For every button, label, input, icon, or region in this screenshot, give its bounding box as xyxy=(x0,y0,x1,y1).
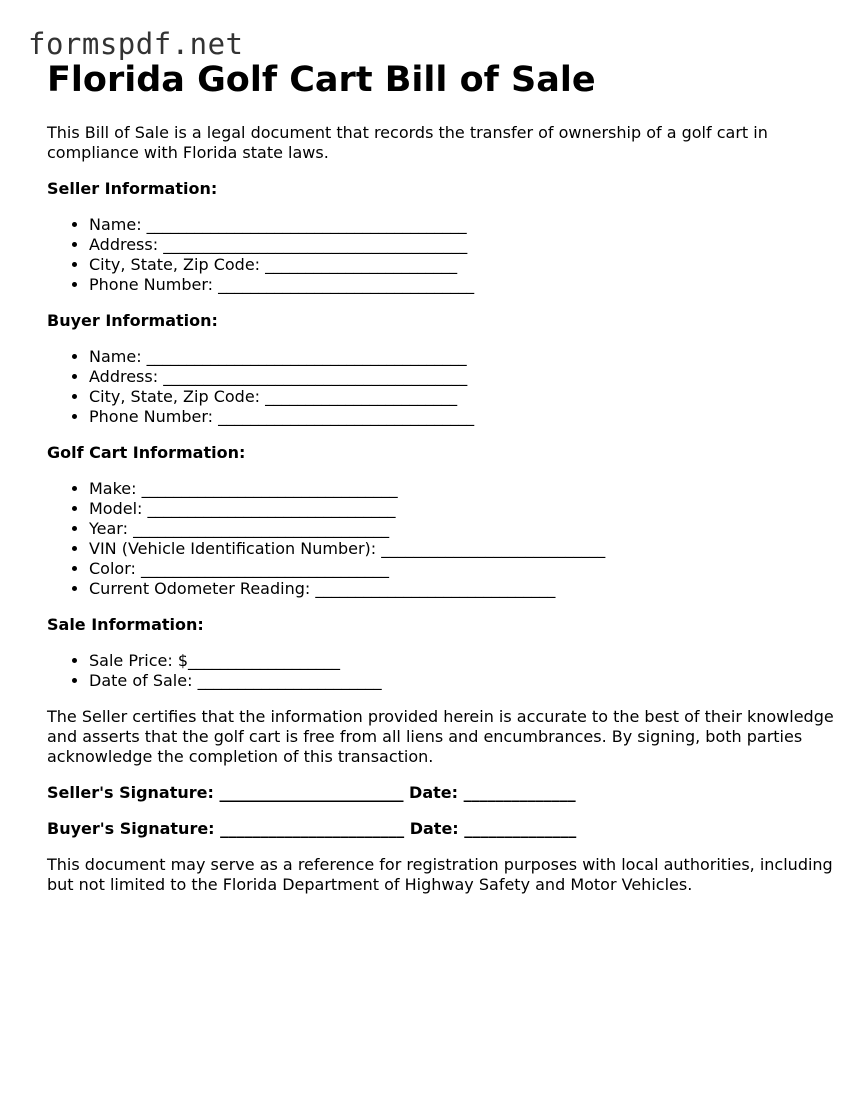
golf-cart-info-heading: Golf Cart Information: xyxy=(47,443,246,462)
cart-color-field: • Color: _______________________________ xyxy=(89,559,837,579)
seller-signature-line: Seller's Signature: _______________________ Date: ______________ xyxy=(47,783,576,802)
buyer-address-field: • Address: ______________________________________ xyxy=(89,367,837,387)
certification-paragraph: The Seller certifies that the information provided herein is accurate to the best of their knowledge and asserts that the golf cart is free from all liens and encumbrances. By signing, both parties acknowledge the completion of this transaction. xyxy=(47,707,834,766)
cart-make-field: • Make: ________________________________ xyxy=(89,479,837,499)
buyer-city-state-zip-field: • City, State, Zip Code: ________________________ xyxy=(89,387,837,407)
buyer-info-heading: Buyer Information: xyxy=(47,311,218,330)
sale-price-field: • Sale Price: $___________________ xyxy=(89,651,837,671)
seller-info-heading: Seller Information: xyxy=(47,179,218,198)
document-page xyxy=(47,58,837,895)
sale-info-heading: Sale Information: xyxy=(47,615,204,634)
cart-odometer-field: • Current Odometer Reading: ______________________________ xyxy=(89,579,837,599)
buyer-info-list xyxy=(47,347,837,427)
seller-phone-field: • Phone Number: ________________________________ xyxy=(89,275,837,295)
buyer-phone-field: • Phone Number: ________________________________ xyxy=(89,407,837,427)
document-title: Florida Golf Cart Bill of Sale xyxy=(47,60,596,100)
watermark: formspdf.net xyxy=(28,27,244,61)
golf-cart-info-list xyxy=(47,479,837,599)
cart-vin-field: • VIN (Vehicle Identification Number): ____________________________ xyxy=(89,539,837,559)
intro-paragraph: This Bill of Sale is a legal document that records the transfer of ownership of a golf cart in compliance with Florida state laws. xyxy=(47,123,768,162)
sale-date-field: • Date of Sale: _______________________ xyxy=(89,671,837,691)
registration-note: This document may serve as a reference for registration purposes with local authorities, including but not limited to the Florida Department of Highway Safety and Motor Vehicles. xyxy=(47,855,833,894)
cart-model-field: • Model: _______________________________ xyxy=(89,499,837,519)
sale-info-list xyxy=(47,651,837,691)
buyer-name-field: • Name: ________________________________________ xyxy=(89,347,837,367)
seller-city-state-zip-field: • City, State, Zip Code: ________________________ xyxy=(89,255,837,275)
seller-info-list xyxy=(47,215,837,295)
buyer-signature-line: Buyer's Signature: _______________________ Date: ______________ xyxy=(47,819,577,838)
cart-year-field: • Year: ________________________________ xyxy=(89,519,837,539)
seller-name-field: • Name: ________________________________________ xyxy=(89,215,837,235)
seller-address-field: • Address: ______________________________________ xyxy=(89,235,837,255)
